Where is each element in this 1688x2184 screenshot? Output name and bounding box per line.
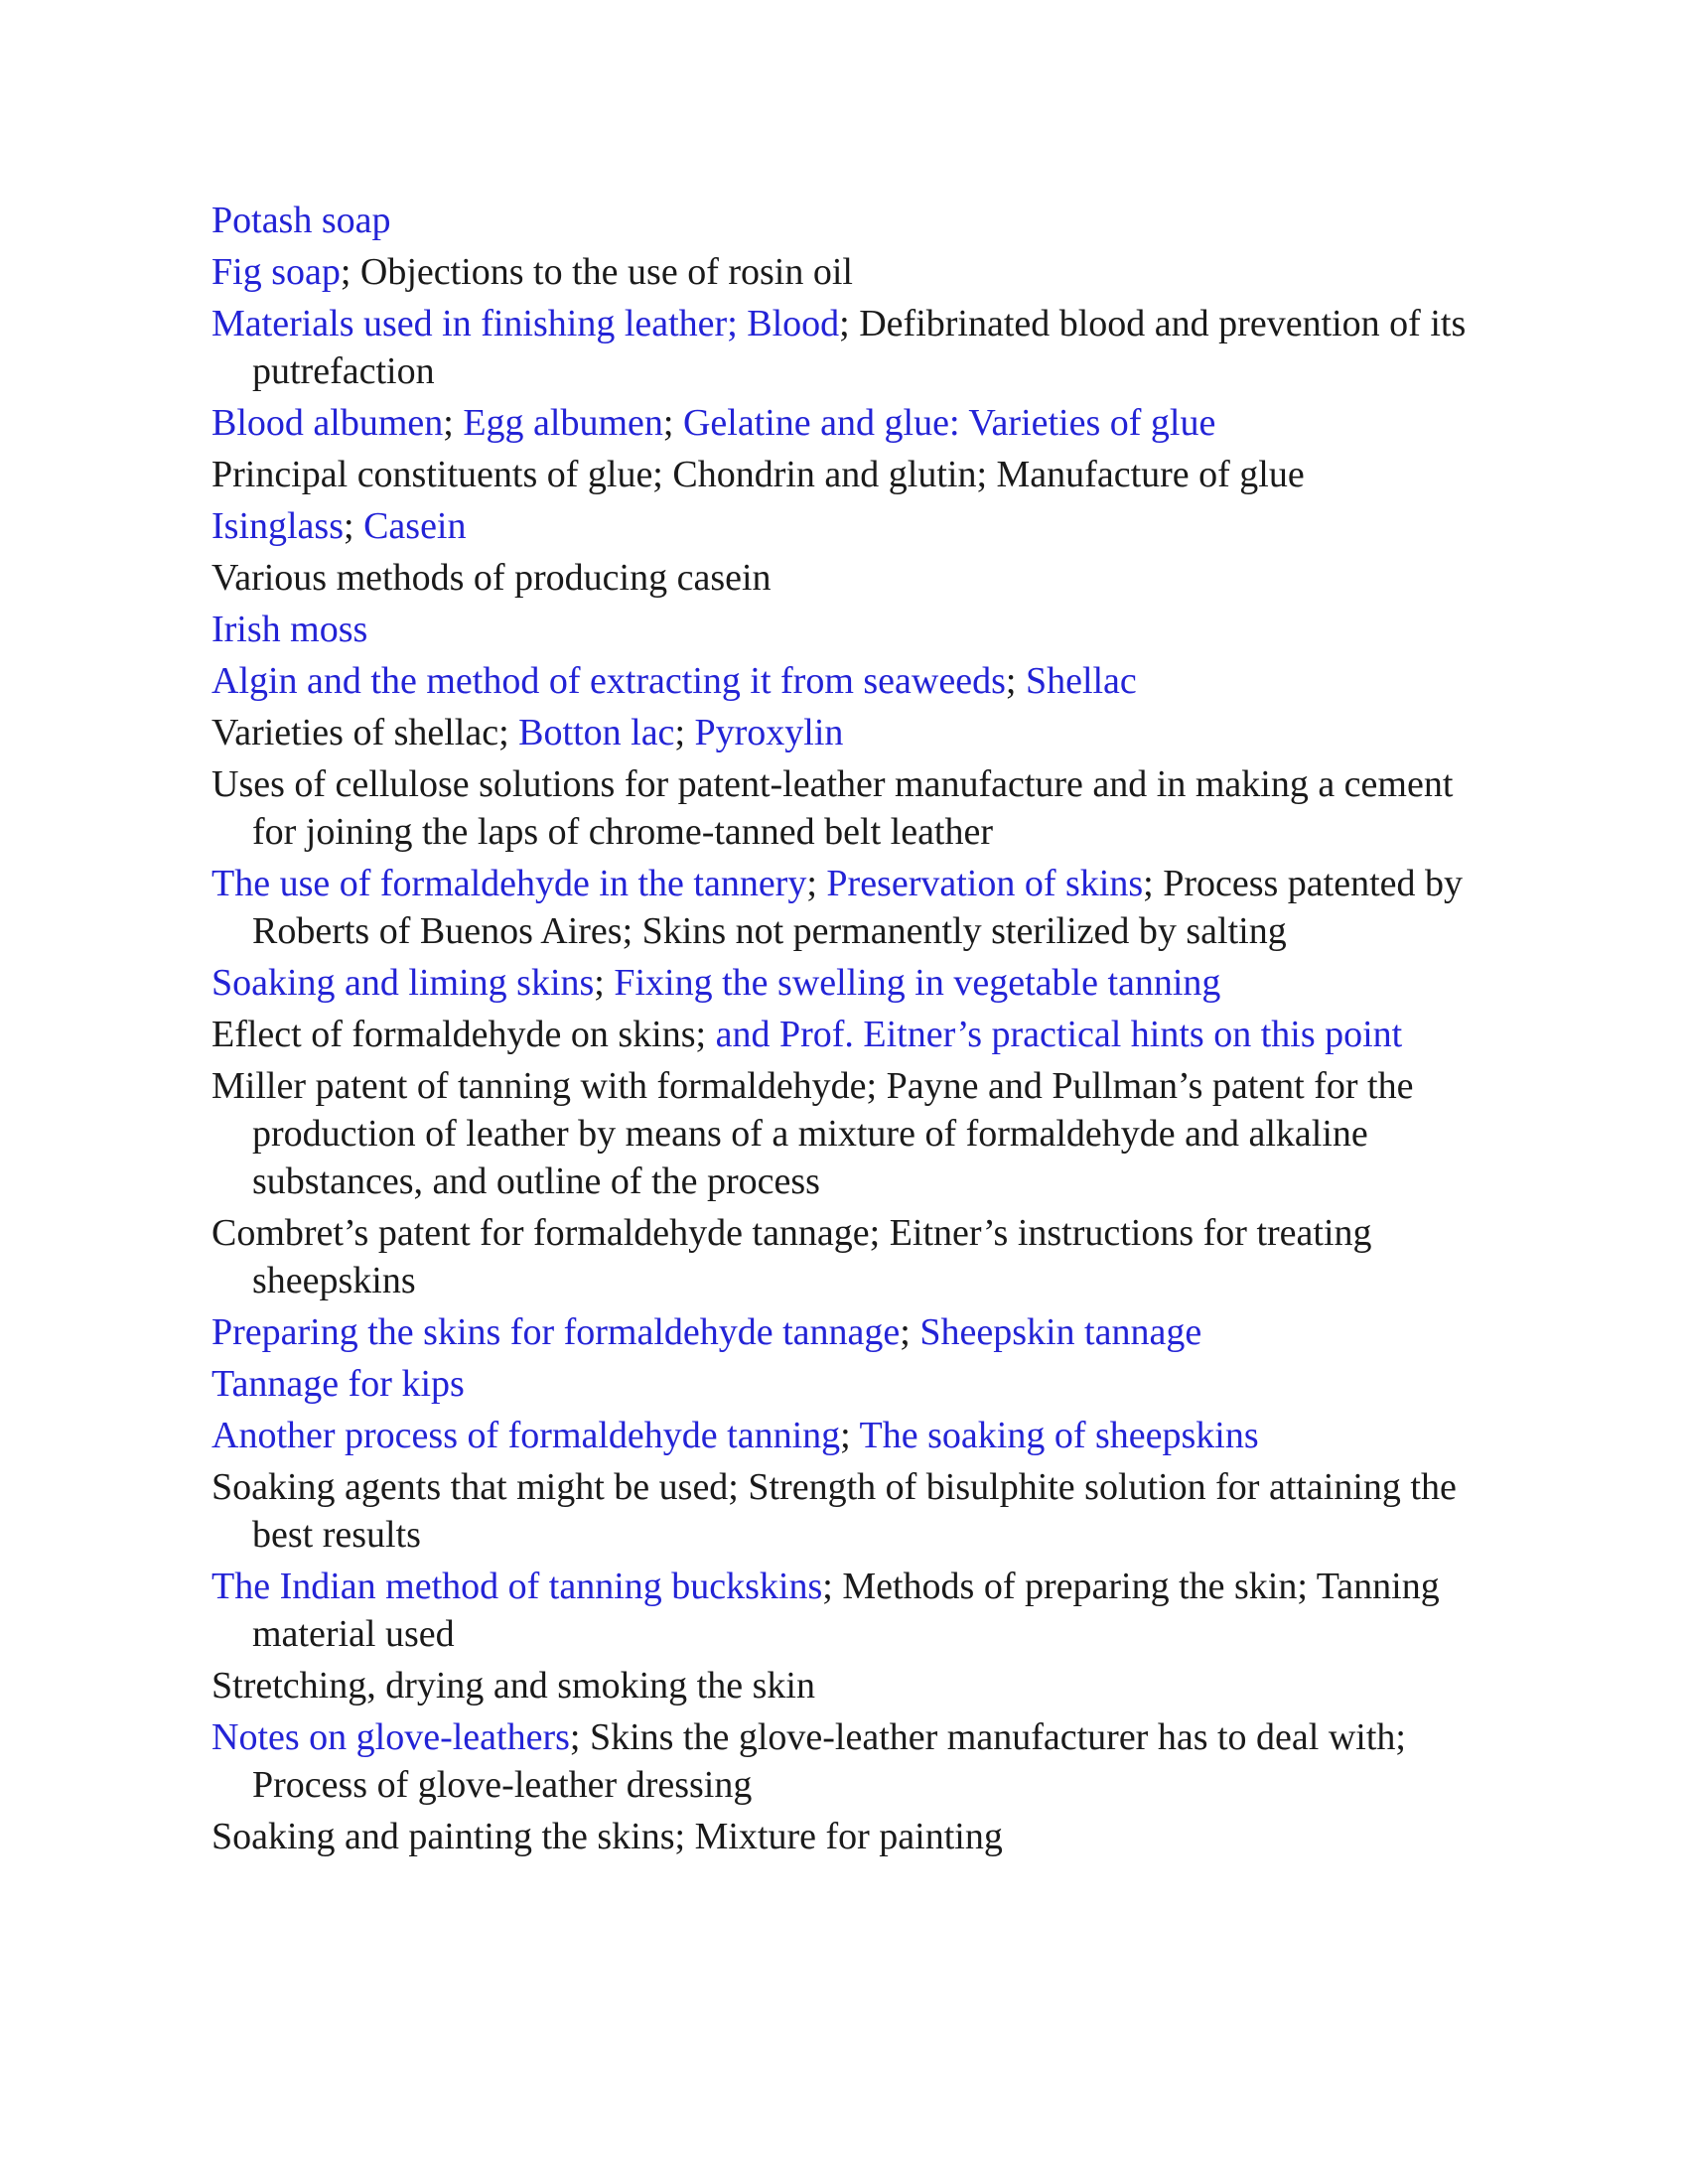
- toc-link[interactable]: Gelatine and glue: Varieties of glue: [682, 402, 1216, 444]
- toc-link[interactable]: Blood albumen: [211, 402, 444, 444]
- toc-text: ;: [443, 402, 464, 444]
- toc-text: Miller patent of tanning with formaldehyde; Payne and Pullman’s patent for the production of leather by means of a mixture of formaldehyde and alkaline substances, and outline of the process: [211, 1065, 1414, 1202]
- toc-text: ;: [674, 712, 695, 753]
- toc-link[interactable]: Algin and the method of extracting it from seaweeds: [211, 660, 1006, 702]
- toc-text: ; Methods of preparing the skin; Tanning material used: [252, 1566, 1440, 1655]
- toc-link[interactable]: Botton lac: [518, 712, 675, 753]
- toc-entry: [211, 1062, 1502, 1205]
- toc-text: Principal constituents of glue; Chondrin and glutin; Manufacture of glue: [211, 454, 1305, 495]
- toc-text: Various methods of producing casein: [211, 557, 772, 599]
- toc-link[interactable]: Potash soap: [211, 200, 391, 241]
- toc-text: Combret’s patent for formaldehyde tannage; Eitner’s instructions for treating sheepskins: [211, 1212, 1372, 1301]
- toc-entry: [211, 1463, 1502, 1559]
- toc-entry: [211, 1713, 1502, 1809]
- toc-text: Stretching, drying and smoking the skin: [211, 1665, 815, 1706]
- toc-entry: [211, 1813, 1502, 1860]
- toc-link[interactable]: Isinglass: [211, 505, 344, 547]
- toc-link[interactable]: Preparing the skins for formaldehyde tannage: [211, 1311, 901, 1353]
- toc-link[interactable]: and Prof. Eitner’s practical hints on this point: [715, 1014, 1403, 1055]
- toc-link[interactable]: Shellac: [1025, 660, 1137, 702]
- toc-text: ;: [662, 402, 683, 444]
- toc-text: ; Skins the glove-leather manufacturer has to deal with; Process of glove-leather dressing: [252, 1716, 1406, 1806]
- toc-link[interactable]: The use of formaldehyde in the tannery: [211, 863, 807, 904]
- toc-link[interactable]: Egg albumen: [463, 402, 663, 444]
- toc-link[interactable]: The Indian method of tanning buckskins: [211, 1566, 823, 1607]
- toc-link[interactable]: Preservation of skins: [826, 863, 1144, 904]
- toc-link[interactable]: Soaking and liming skins: [211, 962, 595, 1004]
- toc-entry: [211, 1563, 1502, 1658]
- toc-entry: [211, 300, 1502, 395]
- toc-text: ;: [594, 962, 615, 1004]
- toc-entry: [211, 1308, 1502, 1356]
- toc-entry: [211, 1209, 1502, 1304]
- toc-link[interactable]: Pyroxylin: [694, 712, 844, 753]
- toc-link[interactable]: Irish moss: [211, 609, 368, 650]
- toc-entry: [211, 248, 1502, 296]
- toc-entry: [211, 1011, 1502, 1058]
- toc-link[interactable]: Fig soap: [211, 251, 341, 293]
- toc-link[interactable]: Fixing the swelling in vegetable tanning: [614, 962, 1221, 1004]
- toc-link[interactable]: Casein: [363, 505, 467, 547]
- toc-link[interactable]: Notes on glove-leathers: [211, 1716, 570, 1758]
- toc-text: Eflect of formaldehyde on skins;: [211, 1014, 716, 1055]
- toc-entry: [211, 606, 1502, 653]
- toc-link[interactable]: Another process of formaldehyde tanning: [211, 1415, 841, 1456]
- toc-text: ;: [806, 863, 827, 904]
- toc-entry: [211, 1412, 1502, 1459]
- toc-text: ; Defibrinated blood and prevention of its putrefaction: [252, 303, 1467, 392]
- toc-text: Uses of cellulose solutions for patent-leather manufacture and in making a cement for joining the laps of chrome-tanned belt leather: [211, 763, 1454, 853]
- toc-entry: [211, 502, 1502, 550]
- toc-link[interactable]: Materials used in finishing leather; Blood: [211, 303, 840, 344]
- toc-link[interactable]: The soaking of sheepskins: [859, 1415, 1259, 1456]
- toc-text: ;: [900, 1311, 920, 1353]
- toc-link[interactable]: Tannage for kips: [211, 1363, 465, 1405]
- toc-text: Varieties of shellac;: [211, 712, 519, 753]
- toc-text: ;: [1005, 660, 1026, 702]
- table-of-contents: [211, 197, 1502, 1864]
- toc-entry: [211, 860, 1502, 955]
- toc-text: Soaking and painting the skins; Mixture for painting: [211, 1816, 1003, 1857]
- toc-entry: [211, 399, 1502, 447]
- toc-link[interactable]: Sheepskin tannage: [919, 1311, 1202, 1353]
- toc-text: ; Process patented by Roberts of Buenos Aires; Skins not permanently sterilized by salting: [252, 863, 1464, 952]
- toc-entry: [211, 709, 1502, 756]
- toc-entry: [211, 554, 1502, 602]
- toc-text: ; Objections to the use of rosin oil: [340, 251, 853, 293]
- toc-entry: [211, 451, 1502, 498]
- toc-text: ;: [344, 505, 364, 547]
- toc-entry: [211, 197, 1502, 244]
- toc-text: ;: [840, 1415, 860, 1456]
- toc-entry: [211, 1662, 1502, 1709]
- toc-entry: [211, 760, 1502, 856]
- toc-entry: [211, 1360, 1502, 1408]
- toc-text: Soaking agents that might be used; Strength of bisulphite solution for attaining the best results: [211, 1466, 1457, 1556]
- toc-entry: [211, 959, 1502, 1007]
- toc-entry: [211, 657, 1502, 705]
